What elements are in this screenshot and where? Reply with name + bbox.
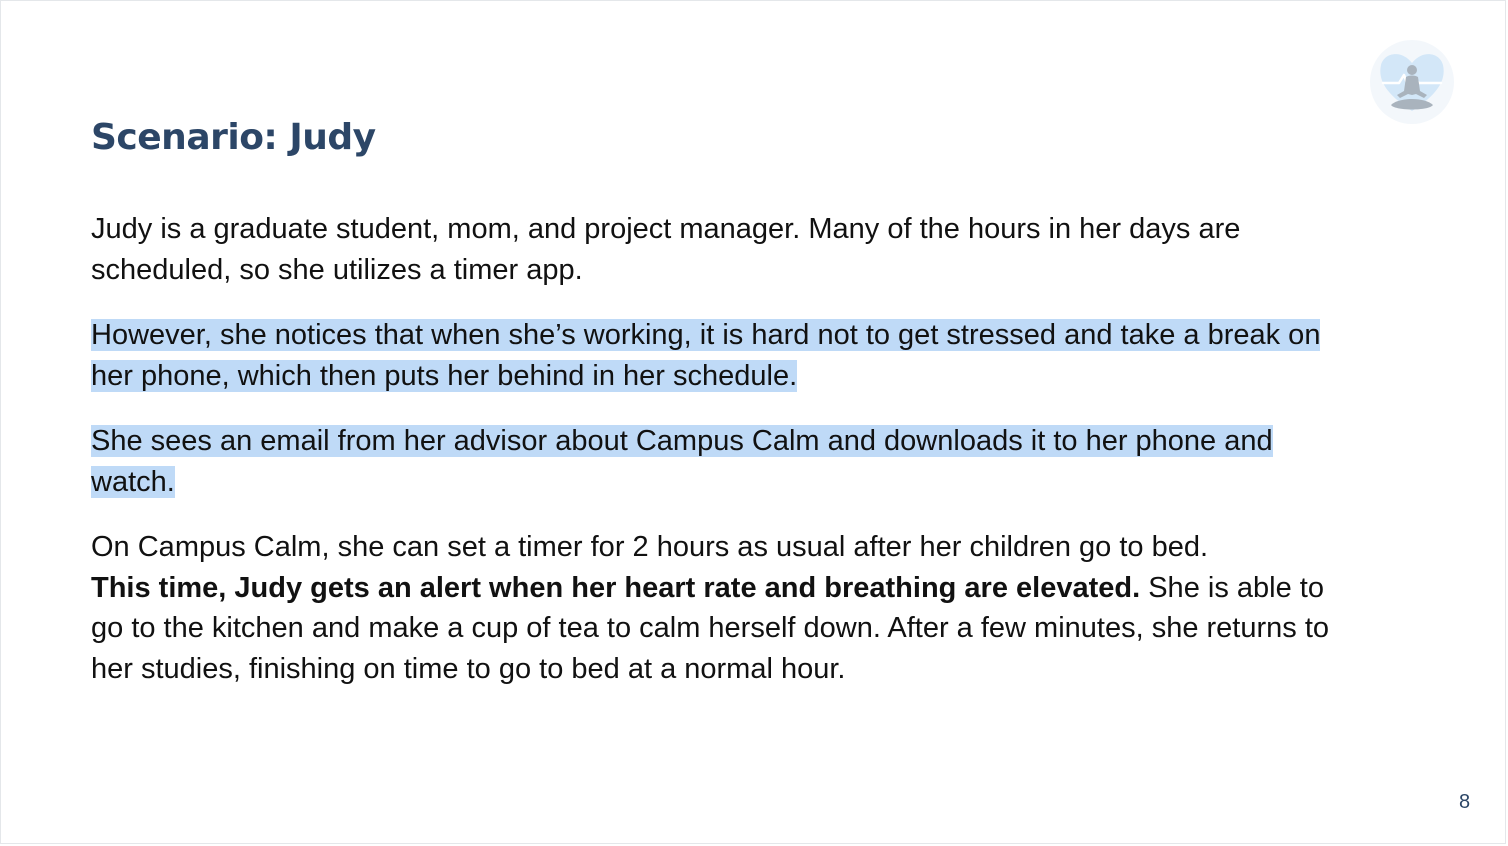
paragraph-intro (91, 209, 1353, 290)
slide-body (91, 209, 1353, 714)
highlighted-text-problem: However, she notices that when she’s working, it is hard not to get stressed and take a break on her phone, which then puts her behind in her schedule. (91, 319, 1321, 392)
highlighted-text-discovery: She sees an email from her advisor about Campus Calm and downloads it to her phone and watch. (91, 425, 1273, 498)
page-number: 8 (1459, 791, 1471, 813)
paragraph-problem (91, 315, 1353, 396)
paragraph-discovery (91, 421, 1353, 502)
paragraph-outcome (91, 527, 1353, 689)
meditation-heart-icon (1369, 39, 1455, 125)
outcome-text-start: On Campus Calm, she can set a timer for 2 hours as usual after her children go to bed. (91, 531, 1209, 563)
slide-title: Scenario: Judy (91, 117, 376, 158)
outcome-text-end: She is able to go to the kitchen and make a cup of tea to calm herself down. After a few minutes, she returns to her studies, finishing on time to go to bed at a normal hour. (91, 571, 1330, 685)
outcome-text-bold: This time, Judy gets an alert when her heart rate and breathing are elevated. (91, 571, 1141, 604)
paragraph-intro-text: Judy is a graduate student, mom, and project manager. Many of the hours in her days are scheduled, so she utilizes a timer app. (91, 213, 1241, 286)
